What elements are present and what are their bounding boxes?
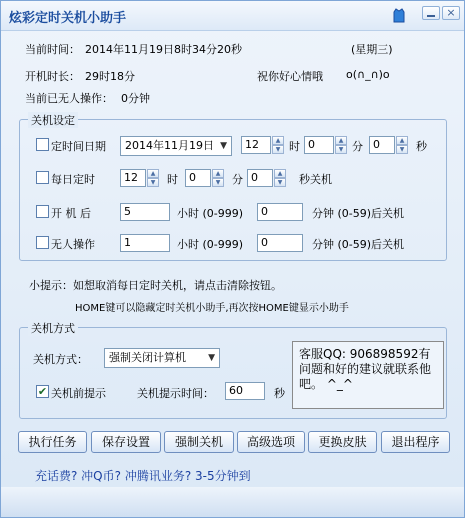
prompt-time-label: 关机提示时间： <box>137 387 214 400</box>
tip-line-2: HOME键可以隐藏定时关机小助手,再次按HOME键显示小助手 <box>75 303 349 314</box>
timed-date-label: 定时间日期 <box>51 140 106 153</box>
after-boot-minutes-input[interactable]: 0 <box>257 203 303 221</box>
date-picker[interactable] <box>120 136 232 156</box>
greeting-text: 祝你好心情哦 <box>257 70 323 83</box>
daily-second-unit: 秒关机 <box>299 173 332 186</box>
spin-down-icon[interactable]: ▼ <box>396 145 408 154</box>
spin-up-icon[interactable]: ▲ <box>272 136 284 145</box>
idle-setting-label: 无人操作 <box>51 238 95 251</box>
idle-value: 0分钟 <box>121 92 150 105</box>
tip-line-1: 小提示：如想取消每日定时关机，请点击清除按钮。 <box>29 279 282 292</box>
daily-minute-unit: 分 <box>232 173 243 186</box>
uptime-label: 开机时长： <box>25 70 80 83</box>
shutdown-settings-legend: 关机设定 <box>28 112 78 128</box>
emoticon-text: o(∩_∩)o <box>346 68 390 81</box>
timed-second-unit: 秒 <box>416 140 427 153</box>
daily-hour-spinner[interactable] <box>147 169 159 187</box>
prompt-time-unit: 秒 <box>274 387 285 400</box>
daily-minute-spinner[interactable] <box>212 169 224 187</box>
skin-icon[interactable] <box>391 8 407 24</box>
prompt-checkbox[interactable]: ✔ <box>37 385 48 398</box>
force-shutdown-button[interactable]: 强制关机 <box>164 431 234 453</box>
save-settings-button[interactable]: 保存设置 <box>91 431 161 453</box>
shutdown-mode-legend: 关机方式 <box>28 320 78 336</box>
footer-bar <box>1 487 464 517</box>
timed-minute-spinner[interactable] <box>335 136 347 154</box>
spin-up-icon[interactable]: ▲ <box>147 169 159 178</box>
run-task-button[interactable]: 执行任务 <box>18 431 87 453</box>
spin-down-icon[interactable]: ▼ <box>274 178 286 187</box>
timed-minute-unit: 分 <box>352 140 363 153</box>
after-boot-hours-unit: 小时 (0-999) <box>177 207 244 220</box>
spin-up-icon[interactable]: ▲ <box>396 136 408 145</box>
idle-minutes-unit: 分钟 (0-59)后关机 <box>312 238 405 251</box>
mode-select[interactable] <box>104 348 220 368</box>
spin-up-icon[interactable]: ▲ <box>212 169 224 178</box>
timed-second-spinner[interactable] <box>396 136 408 154</box>
idle-checkbox[interactable] <box>36 236 49 249</box>
change-skin-button[interactable]: 更换皮肤 <box>308 431 377 453</box>
timed-second-input[interactable]: 0 <box>369 136 395 154</box>
current-time-value: 2014年11月19日8时34分20秒 <box>85 43 242 56</box>
window-title: 炫彩定时关机小助手 <box>9 11 127 26</box>
daily-hour-input[interactable]: 12 <box>120 169 146 187</box>
title-bar[interactable] <box>1 1 464 31</box>
spin-down-icon[interactable]: ▼ <box>147 178 159 187</box>
after-boot-hours-input[interactable]: 5 <box>120 203 170 221</box>
spin-down-icon[interactable]: ▼ <box>212 178 224 187</box>
close-button[interactable]: × <box>442 6 460 20</box>
daily-second-input[interactable]: 0 <box>247 169 273 187</box>
promo-link[interactable]: 充话费? 冲Q币? 冲腾讯业务? 3-5分钟到 <box>35 469 251 483</box>
exit-button[interactable]: 退出程序 <box>381 431 450 453</box>
daily-hour-unit: 时 <box>167 173 178 186</box>
idle-hours-input[interactable]: 1 <box>120 234 170 252</box>
daily-minute-input[interactable]: 0 <box>185 169 211 187</box>
spin-up-icon[interactable]: ▲ <box>335 136 347 145</box>
spin-up-icon[interactable]: ▲ <box>274 169 286 178</box>
date-picker-value: 2014年11月19日 <box>125 139 214 152</box>
mode-label: 关机方式： <box>33 353 88 366</box>
chevron-down-icon: ▼ <box>208 353 215 363</box>
timed-minute-input[interactable]: 0 <box>304 136 334 154</box>
current-time-label: 当前时间： <box>25 43 80 56</box>
uptime-value: 29时18分 <box>85 70 135 83</box>
after-boot-checkbox[interactable] <box>36 205 49 218</box>
timed-hour-spinner[interactable] <box>272 136 284 154</box>
timed-date-checkbox[interactable] <box>36 138 49 151</box>
prompt-time-input[interactable]: 60 <box>225 382 265 400</box>
daily-checkbox[interactable] <box>36 171 49 184</box>
weekday-text: (星期三) <box>351 43 393 56</box>
after-boot-label: 开 机 后 <box>51 207 91 220</box>
timed-hour-input[interactable]: 12 <box>241 136 271 154</box>
mode-select-value: 强制关闭计算机 <box>109 351 186 364</box>
idle-hours-unit: 小时 (0-999) <box>177 238 244 251</box>
prompt-label: 关机前提示 <box>51 387 106 400</box>
daily-second-spinner[interactable] <box>274 169 286 187</box>
idle-minutes-input[interactable]: 0 <box>257 234 303 252</box>
spin-down-icon[interactable]: ▼ <box>335 145 347 154</box>
minimize-button[interactable] <box>422 6 440 20</box>
customer-service-text: 客服QQ: 906898592有问题和好的建议就联系他吧。 ^_^ <box>299 347 432 391</box>
advanced-options-button[interactable]: 高级选项 <box>237 431 305 453</box>
after-boot-minutes-unit: 分钟 (0-59)后关机 <box>312 207 405 220</box>
idle-label: 当前已无人操作： <box>25 92 113 105</box>
spin-down-icon[interactable]: ▼ <box>272 145 284 154</box>
timed-hour-unit: 时 <box>289 140 300 153</box>
chevron-down-icon: ▼ <box>220 141 227 151</box>
daily-label: 每日定时 <box>51 173 95 186</box>
